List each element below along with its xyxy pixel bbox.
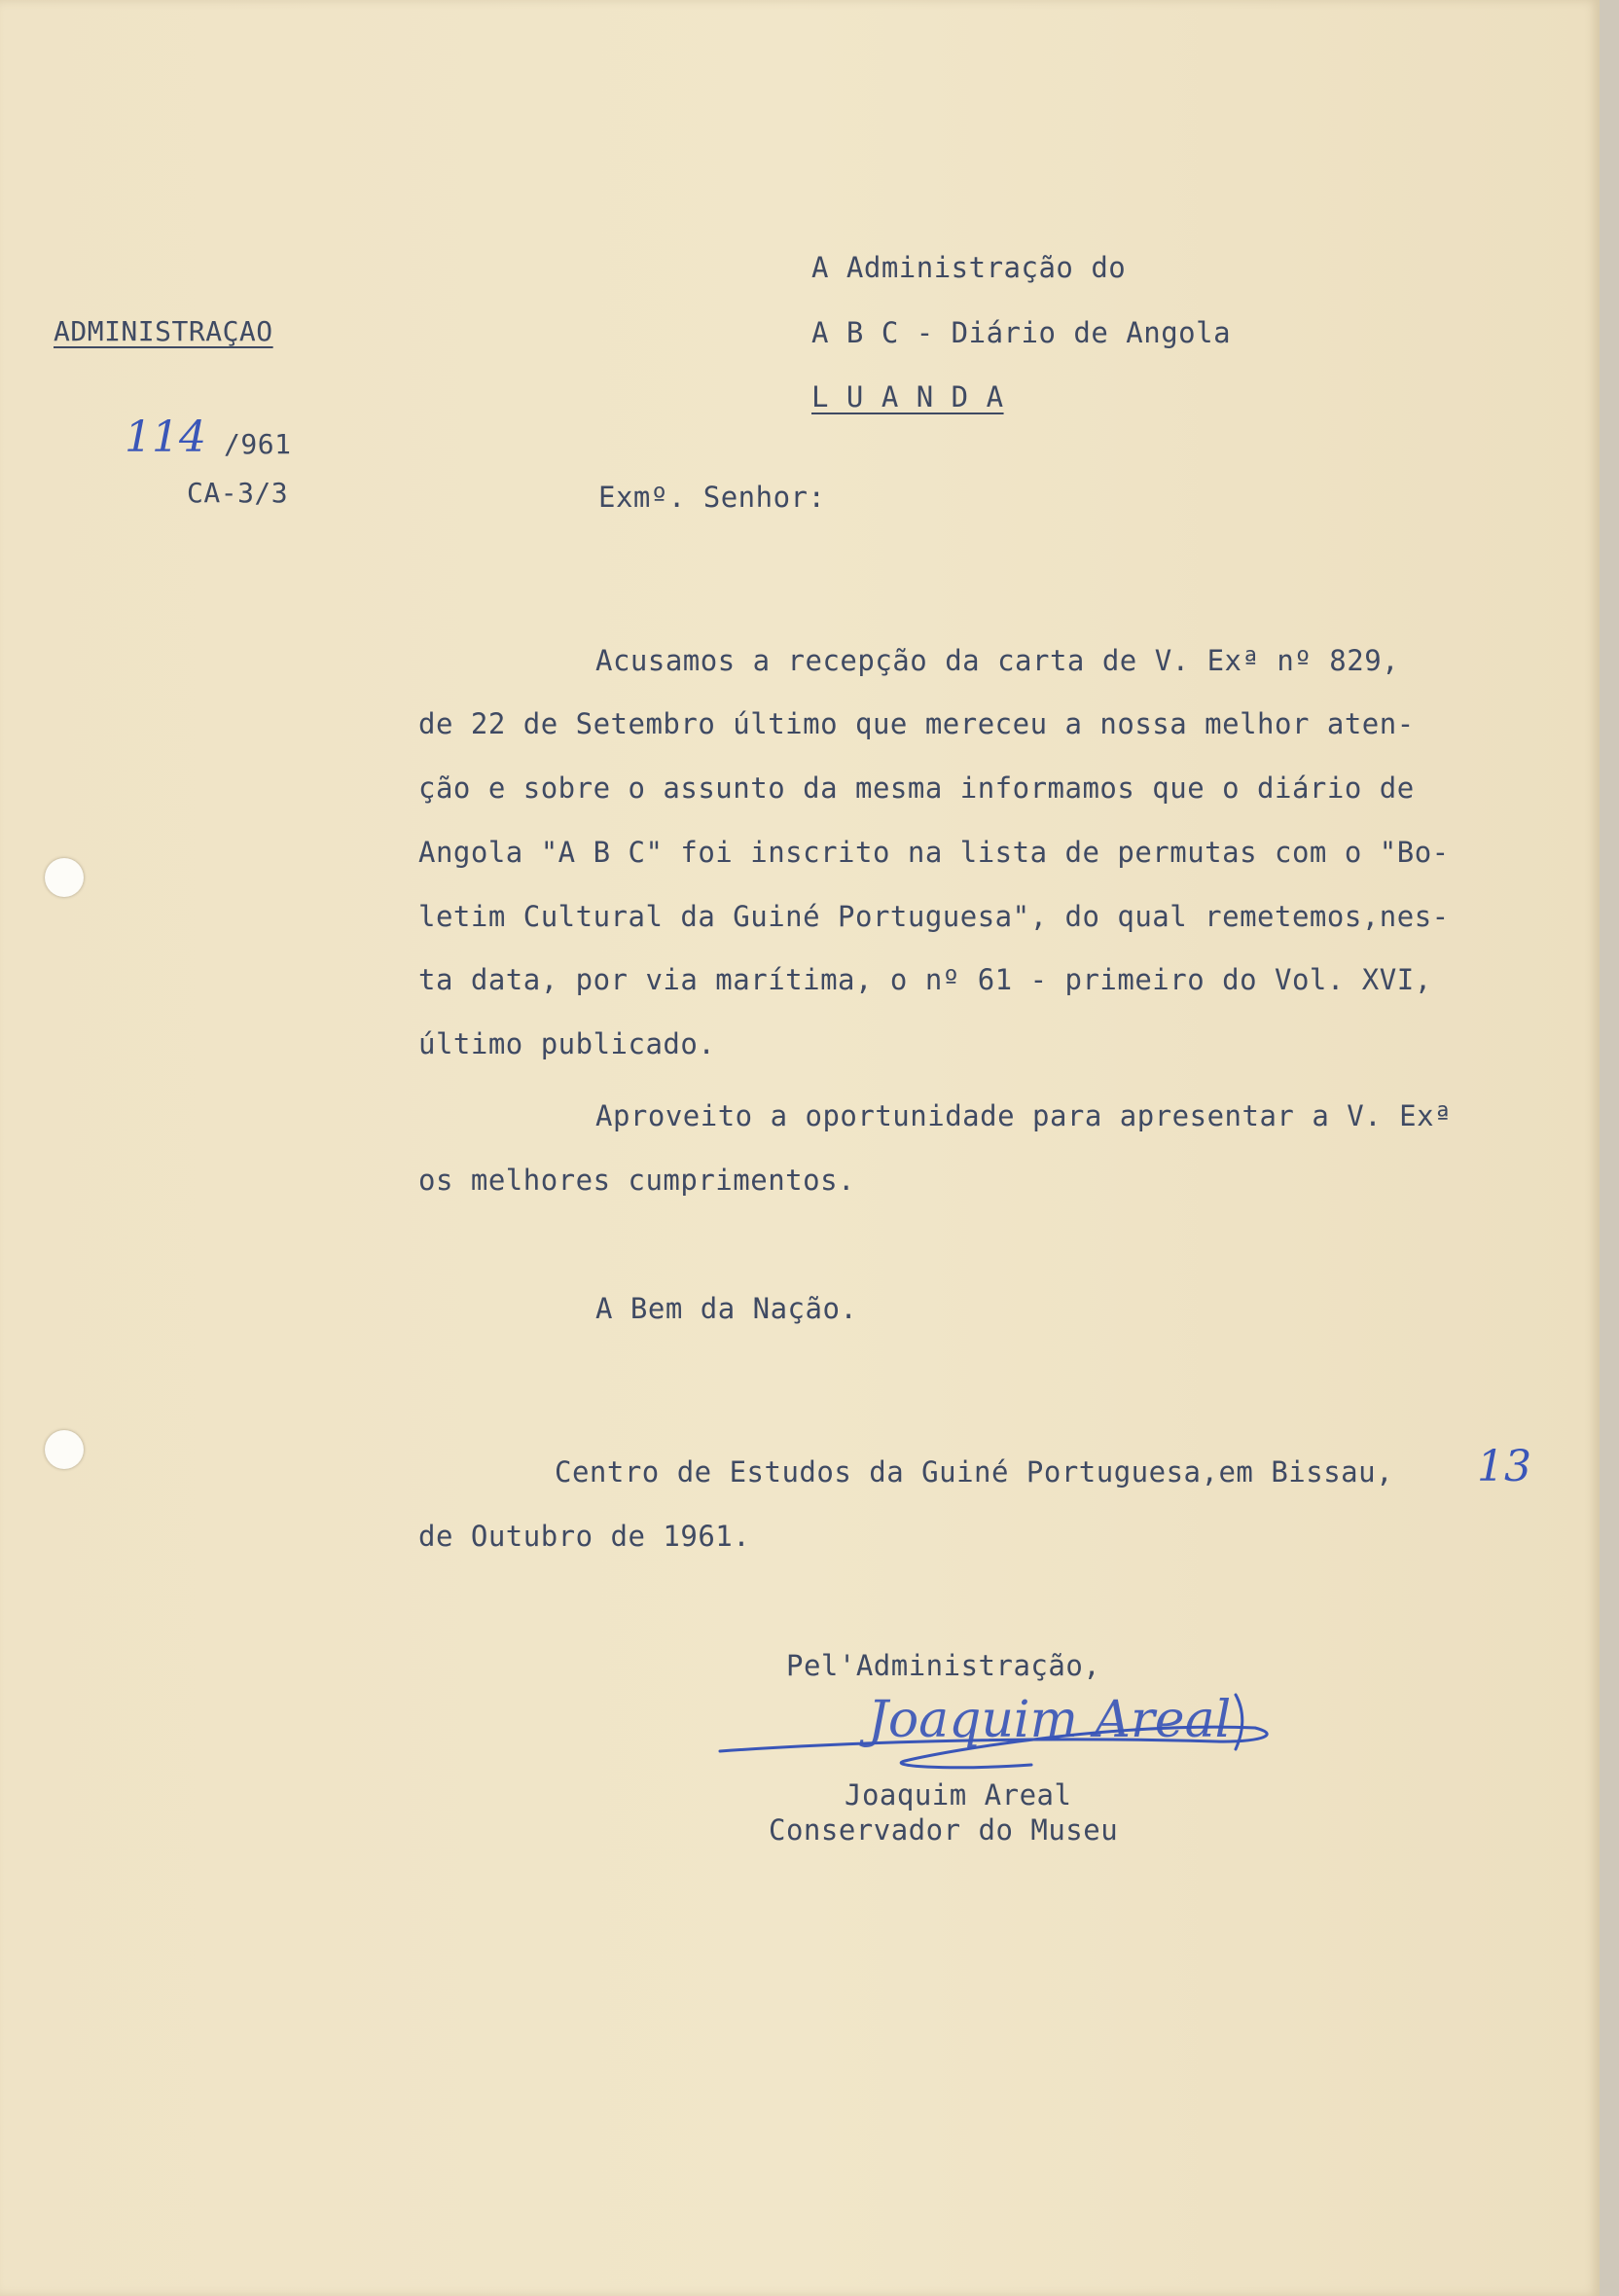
addressee-line-2: A B C - Diário de Angola — [811, 316, 1232, 349]
signature-flourish — [710, 1693, 1294, 1790]
handwritten-ref-number: 114 — [125, 413, 206, 462]
body-line-3: ção e sobre o assunto da mesma informamos que o diário de — [418, 771, 1415, 805]
closing-line-2: os melhores cumprimentos. — [418, 1164, 855, 1197]
signature-prefix: Pel'Administração, — [786, 1649, 1101, 1682]
ref-year: /961 — [224, 428, 292, 460]
handwritten-day: 13 — [1477, 1442, 1531, 1491]
addressee-city: L U A N D A — [811, 380, 1004, 413]
place-date-line-2: de Outubro de 1961. — [418, 1520, 751, 1553]
body-line-2: de 22 de Setembro último que mereceu a nossa melhor aten- — [418, 707, 1415, 740]
punch-hole-bottom — [45, 1430, 84, 1469]
salutation: Exmº. Senhor: — [598, 481, 826, 514]
administration-label: ADMINISTRAÇAO — [54, 315, 273, 347]
signatory-title: Conservador do Museu — [769, 1813, 1119, 1847]
body-line-6: ta data, por via marítima, o nº 61 - primeiro do Vol. XVI, — [418, 963, 1432, 996]
body-line-7: último publicado. — [418, 1027, 716, 1060]
punch-hole-top — [45, 858, 84, 897]
ref-code: CA-3/3 — [187, 477, 289, 509]
place-date-line-1: Centro de Estudos da Guiné Portuguesa,em Bissau, — [555, 1455, 1394, 1489]
signatory-name: Joaquim Areal — [845, 1778, 1072, 1812]
motto: A Bem da Nação. — [595, 1292, 858, 1325]
body-line-5: letim Cultural da Guiné Portuguesa", do qual remetemos,nes- — [418, 900, 1450, 933]
handwritten-signature: Joaquim Areal — [868, 1691, 1232, 1749]
closing-line-1: Aproveito a oportunidade para apresentar a V. Exª — [595, 1099, 1453, 1132]
scan-edge — [1600, 0, 1619, 2296]
body-line-1: Acusamos a recepção da carta de V. Exª nº 829, — [595, 644, 1400, 677]
addressee-line-1: A Administração do — [811, 251, 1127, 284]
body-line-4: Angola "A B C" foi inscrito na lista de permutas com o "Bo- — [418, 836, 1450, 869]
